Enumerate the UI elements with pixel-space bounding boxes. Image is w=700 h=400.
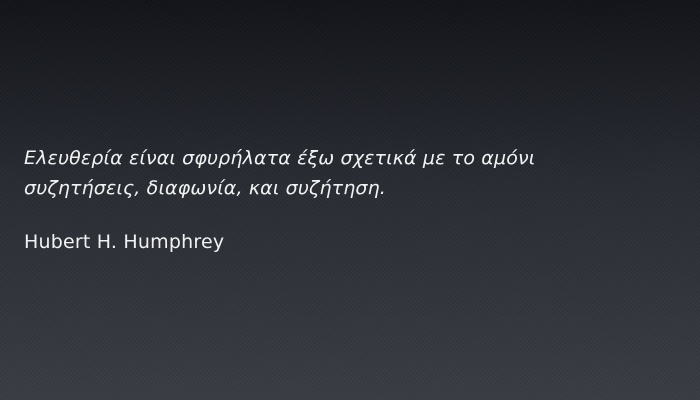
quote-text	[24, 143, 674, 203]
quote-author: Hubert H. Humphrey	[24, 231, 225, 253]
quote-line-1: Ελευθερία είναι σφυρήλατα έξω σχετικά με το αμόνι	[24, 147, 536, 169]
quote-line-2: συζητήσεις, διαφωνία, και συζήτηση.	[24, 177, 386, 199]
